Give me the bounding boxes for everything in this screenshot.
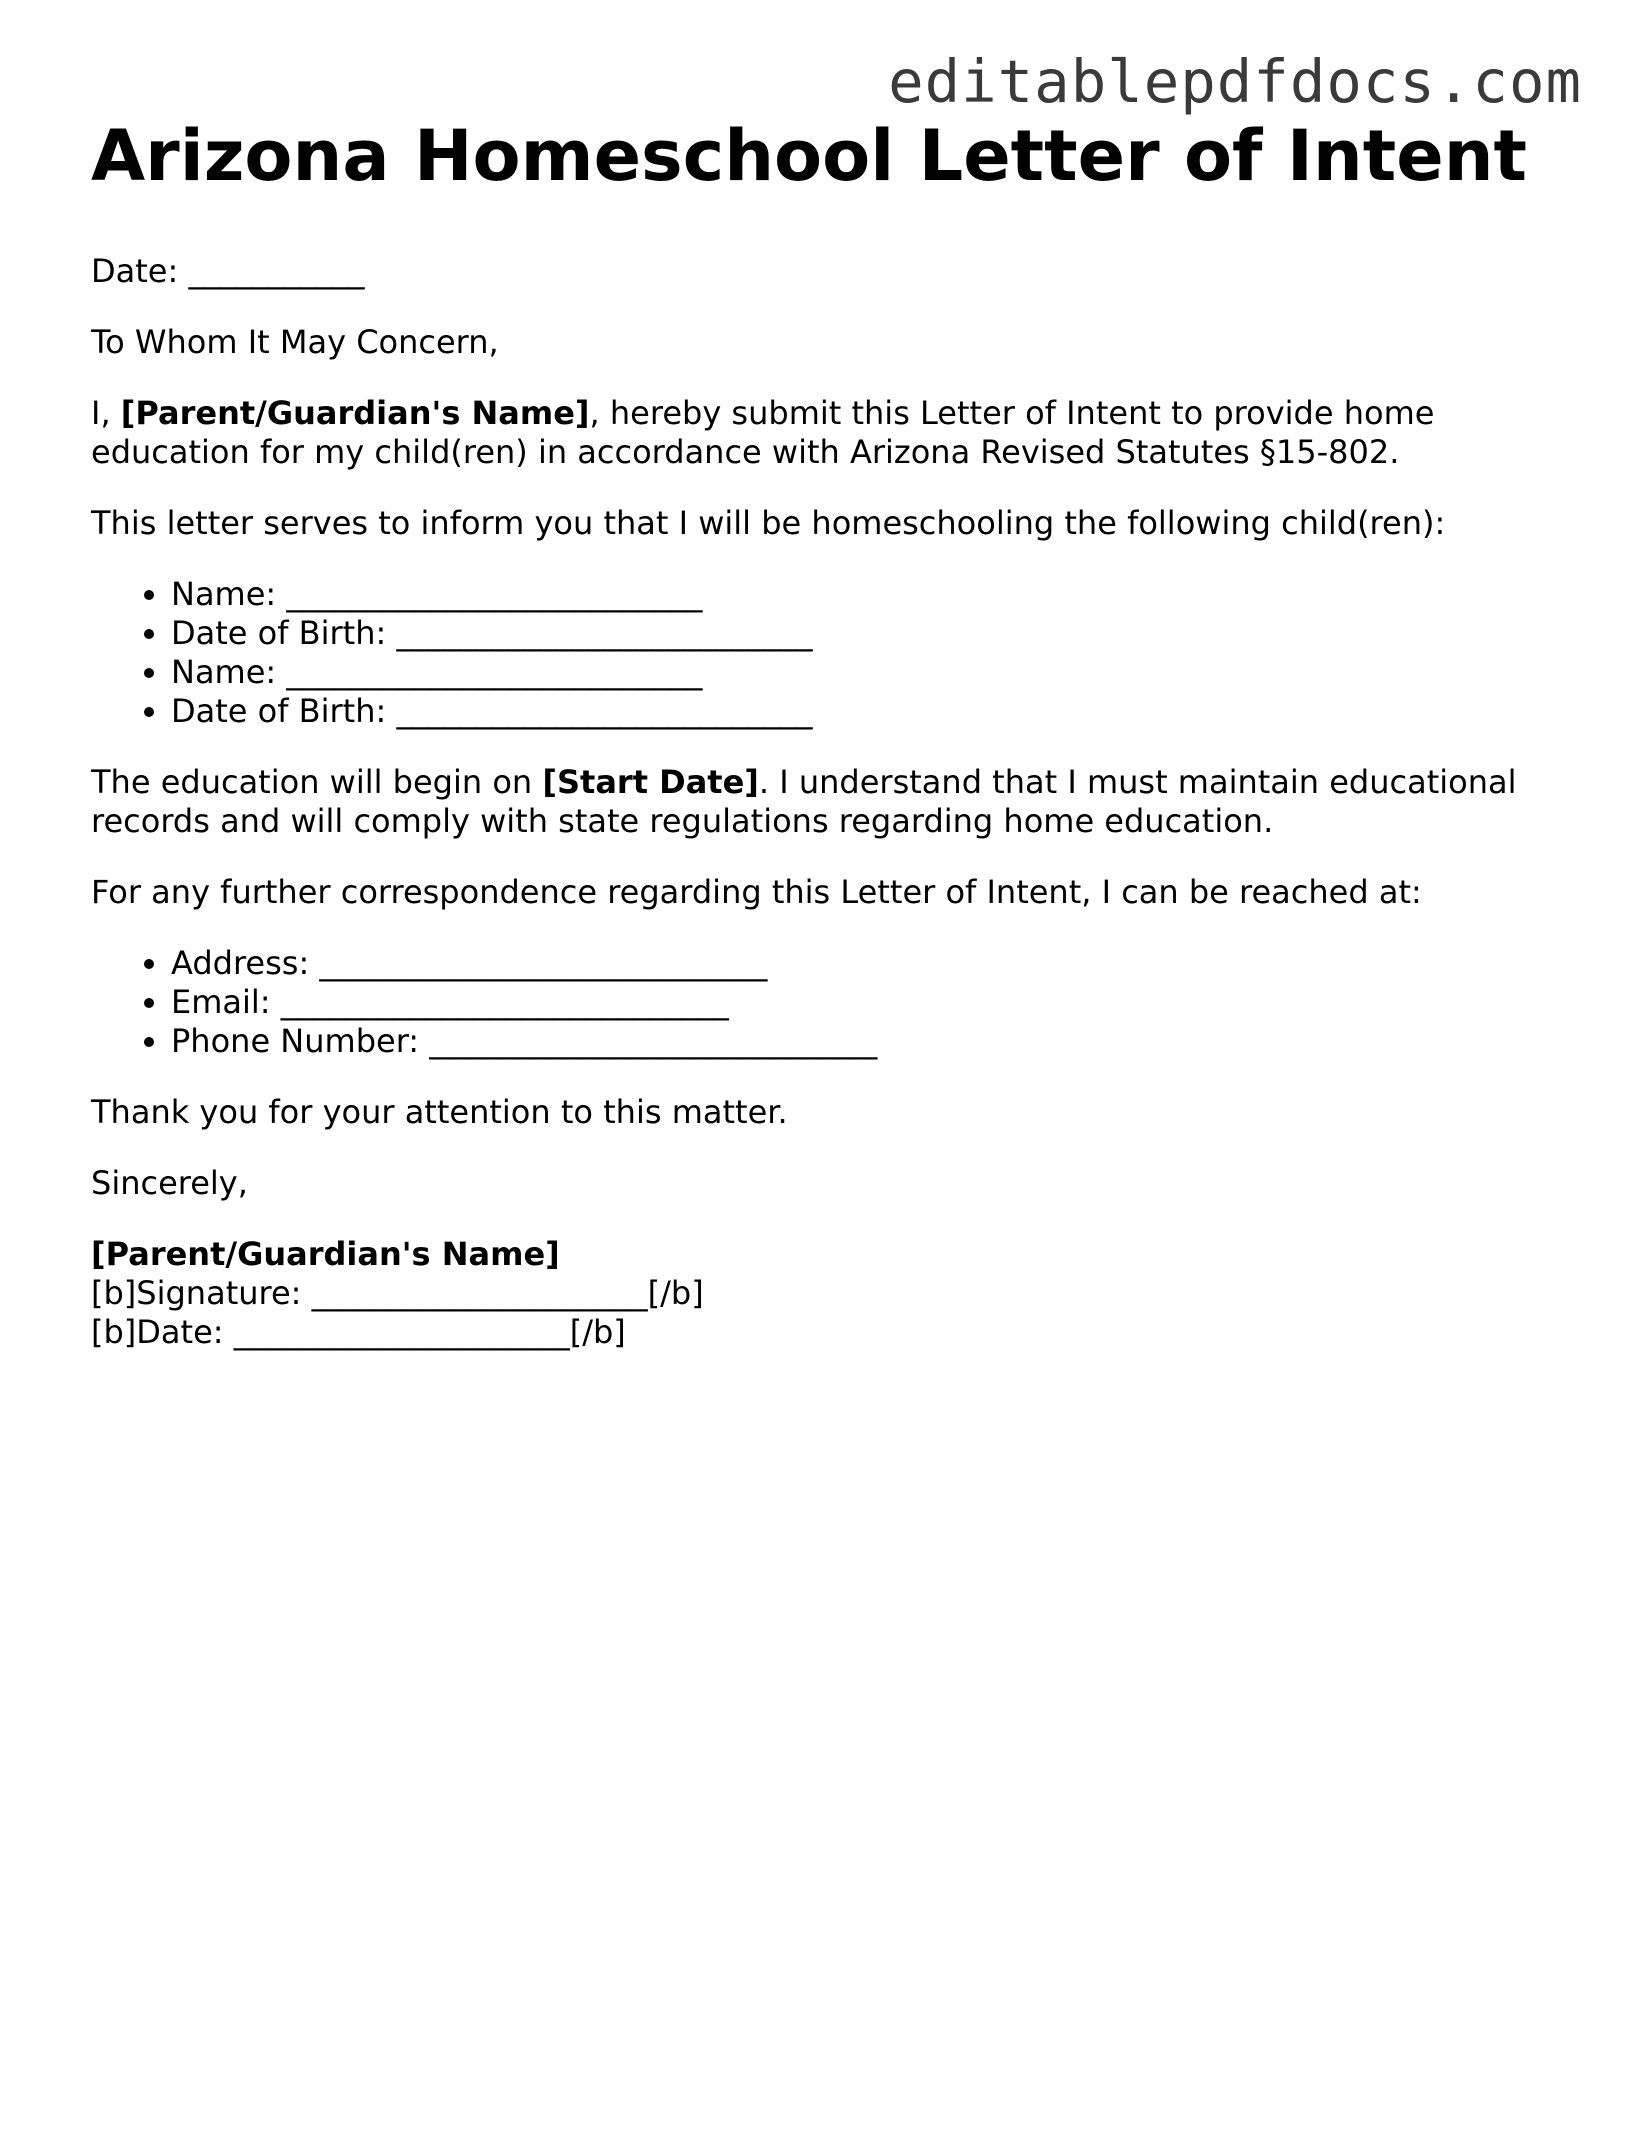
start-paragraph bbox=[91, 763, 1581, 841]
start-date-placeholder: [Start Date] bbox=[542, 763, 759, 801]
letter-body bbox=[91, 252, 1581, 1352]
salutation: To Whom It May Concern, bbox=[91, 323, 499, 361]
contact-intro: For any further correspondence regarding this Letter of Intent, I can be reached at: bbox=[91, 873, 1422, 911]
thanks-line: Thank you for your attention to this matter. bbox=[91, 1093, 788, 1131]
phone-field: • Phone Number: ____________________________ bbox=[171, 1022, 1581, 1061]
intro-paragraph bbox=[91, 394, 1581, 472]
letter-page bbox=[91, 115, 1581, 1352]
page-title: Arizona Homeschool Letter of Intent bbox=[91, 115, 1527, 197]
closing: Sincerely, bbox=[91, 1164, 248, 1202]
children-list bbox=[91, 575, 1581, 731]
start-suffix: . I understand that I must maintain educational records and will comply with state regulations regarding home education. bbox=[91, 763, 1517, 840]
child-dob-field: • Date of Birth: __________________________ bbox=[171, 614, 1581, 653]
contact-list bbox=[91, 944, 1581, 1061]
signature-line: [b]Signature: _____________________[/b] bbox=[91, 1274, 704, 1312]
intro-suffix: , hereby submit this Letter of Intent to provide home education for my child(ren) in accordance with Arizona Revised Statutes §15-802. bbox=[91, 394, 1435, 471]
date-field: Date: ___________ bbox=[91, 252, 365, 290]
signer-name-placeholder: [Parent/Guardian's Name] bbox=[91, 1235, 560, 1273]
children-intro: This letter serves to inform you that I will be homeschooling the following child(ren): bbox=[91, 504, 1446, 542]
start-prefix: The education will begin on bbox=[91, 763, 543, 801]
watermark: editablepdfdocs.com bbox=[888, 47, 1582, 116]
signed-date-line: [b]Date: _____________________[/b] bbox=[91, 1313, 626, 1351]
parent-name-placeholder: [Parent/Guardian's Name] bbox=[120, 394, 590, 432]
intro-prefix: I, bbox=[91, 394, 121, 432]
signature-block bbox=[91, 1235, 1581, 1352]
email-field: • Email: ____________________________ bbox=[171, 983, 1581, 1022]
address-field: • Address: ____________________________ bbox=[171, 944, 1581, 983]
child-name-field: • Name: __________________________ bbox=[171, 653, 1581, 692]
child-dob-field: • Date of Birth: __________________________ bbox=[171, 692, 1581, 731]
child-name-field: • Name: __________________________ bbox=[171, 575, 1581, 614]
